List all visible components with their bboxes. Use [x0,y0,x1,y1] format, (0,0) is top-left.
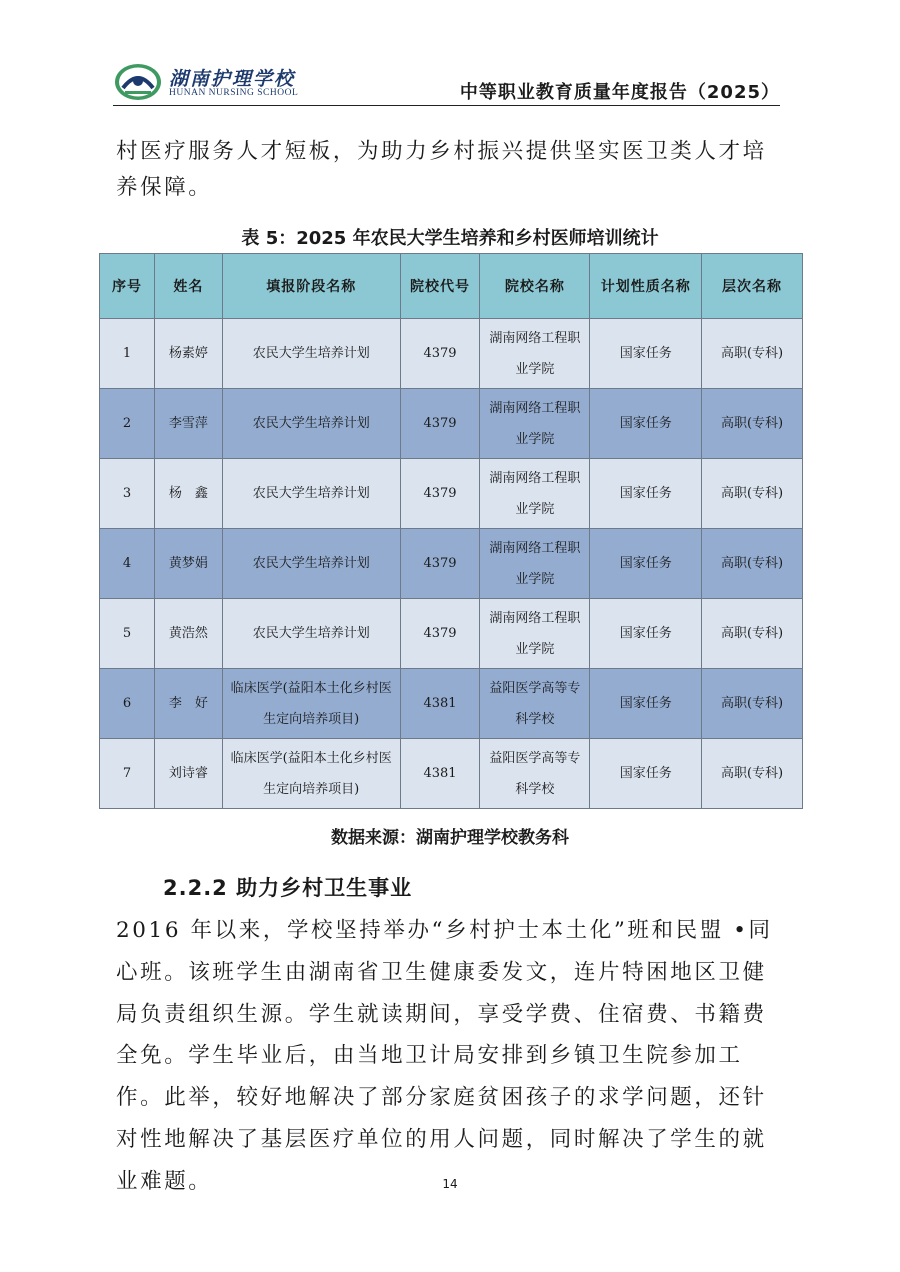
cell-name: 杨 鑫 [154,459,222,529]
cell-school-name: 湖南网络工程职业学院 [480,529,590,599]
cell-plan-type: 国家任务 [590,389,702,459]
school-logo-icon [113,62,163,102]
cell-index: 5 [100,599,155,669]
cell-name: 李雪萍 [154,389,222,459]
cell-school-code: 4379 [400,389,480,459]
cell-school-name: 湖南网络工程职业学院 [480,599,590,669]
cell-level: 高职(专科) [702,319,803,389]
header-divider [113,105,780,106]
cell-stage: 农民大学生培养计划 [222,319,400,389]
header-level: 层次名称 [702,254,803,319]
report-title: 中等职业教育质量年度报告（2025） [459,82,780,103]
header-index: 序号 [100,254,155,319]
page-header [113,62,780,106]
cell-stage: 农民大学生培养计划 [222,389,400,459]
cell-level: 高职(专科) [702,459,803,529]
table-row [100,459,803,529]
header-school-code: 院校代号 [400,254,480,319]
cell-name: 刘诗睿 [154,739,222,809]
header-name: 姓名 [154,254,222,319]
cell-school-code: 4379 [400,459,480,529]
data-source-note: 数据来源：湖南护理学校教务科 [331,828,569,848]
cell-name: 杨素婷 [154,319,222,389]
cell-name: 黄浩然 [154,599,222,669]
cell-stage: 农民大学生培养计划 [222,459,400,529]
cell-index: 2 [100,389,155,459]
cell-index: 1 [100,319,155,389]
cell-plan-type: 国家任务 [590,319,702,389]
cell-school-code: 4381 [400,739,480,809]
cell-plan-type: 国家任务 [590,599,702,669]
cell-school-name: 湖南网络工程职业学院 [480,459,590,529]
cell-school-name: 湖南网络工程职业学院 [480,319,590,389]
header-stage: 填报阶段名称 [222,254,400,319]
cell-school-code: 4379 [400,529,480,599]
table-row [100,599,803,669]
cell-stage: 临床医学(益阳本土化乡村医生定向培养项目) [222,669,400,739]
section-body: 2016 年以来，学校坚持举办“乡村护士本土化”班和民盟 •同心班。该班学生由湖南省卫生健康委发文，连片特困地区卫健局负责组织生源。学生就读期间，享受学费、住宿费、书籍费全免。学生毕业后，由当地卫计局安排到乡镇卫生院参加工作。此举，较好地解决了部分家庭贫困孩子的求学问题，还针对性地解决了基层医疗单位的用人问题，同时解决了学生的就业难题。 [116,918,773,1194]
table-title: 表 5：2025 年农民大学生培养和乡村医师培训统计 [241,228,659,249]
table-row [100,319,803,389]
cell-stage: 临床医学(益阳本土化乡村医生定向培养项目) [222,739,400,809]
cell-name: 黄梦娟 [154,529,222,599]
cell-index: 3 [100,459,155,529]
school-name-cn: 湖南护理学校 [169,68,296,90]
table-row [100,739,803,809]
cell-school-code: 4379 [400,599,480,669]
cell-level: 高职(专科) [702,389,803,459]
intro-paragraph: 村医疗服务人才短板，为助力乡村振兴提供坚实医卫类人才培养保障。 [116,139,767,200]
header-plan-type: 计划性质名称 [590,254,702,319]
school-name-en: HUNAN NURSING SCHOOL [169,88,299,98]
cell-level: 高职(专科) [702,529,803,599]
cell-school-name: 益阳医学高等专科学校 [480,739,590,809]
table-header-row [100,254,803,319]
cell-name: 李 好 [154,669,222,739]
cell-level: 高职(专科) [702,669,803,739]
cell-school-name: 湖南网络工程职业学院 [480,389,590,459]
header-school-name: 院校名称 [480,254,590,319]
cell-school-code: 4381 [400,669,480,739]
cell-index: 4 [100,529,155,599]
cell-stage: 农民大学生培养计划 [222,529,400,599]
table-row [100,669,803,739]
cell-level: 高职(专科) [702,599,803,669]
table-row [100,529,803,599]
cell-index: 7 [100,739,155,809]
cell-plan-type: 国家任务 [590,739,702,809]
page-number: 14 [442,1177,458,1191]
cell-stage: 农民大学生培养计划 [222,599,400,669]
training-stats-table [99,253,803,809]
cell-level: 高职(专科) [702,739,803,809]
cell-index: 6 [100,669,155,739]
cell-school-name: 益阳医学高等专科学校 [480,669,590,739]
cell-school-code: 4379 [400,319,480,389]
cell-plan-type: 国家任务 [590,669,702,739]
cell-plan-type: 国家任务 [590,529,702,599]
cell-plan-type: 国家任务 [590,459,702,529]
table-row [100,389,803,459]
section-heading: 2.2.2 助力乡村卫生事业 [163,876,413,900]
